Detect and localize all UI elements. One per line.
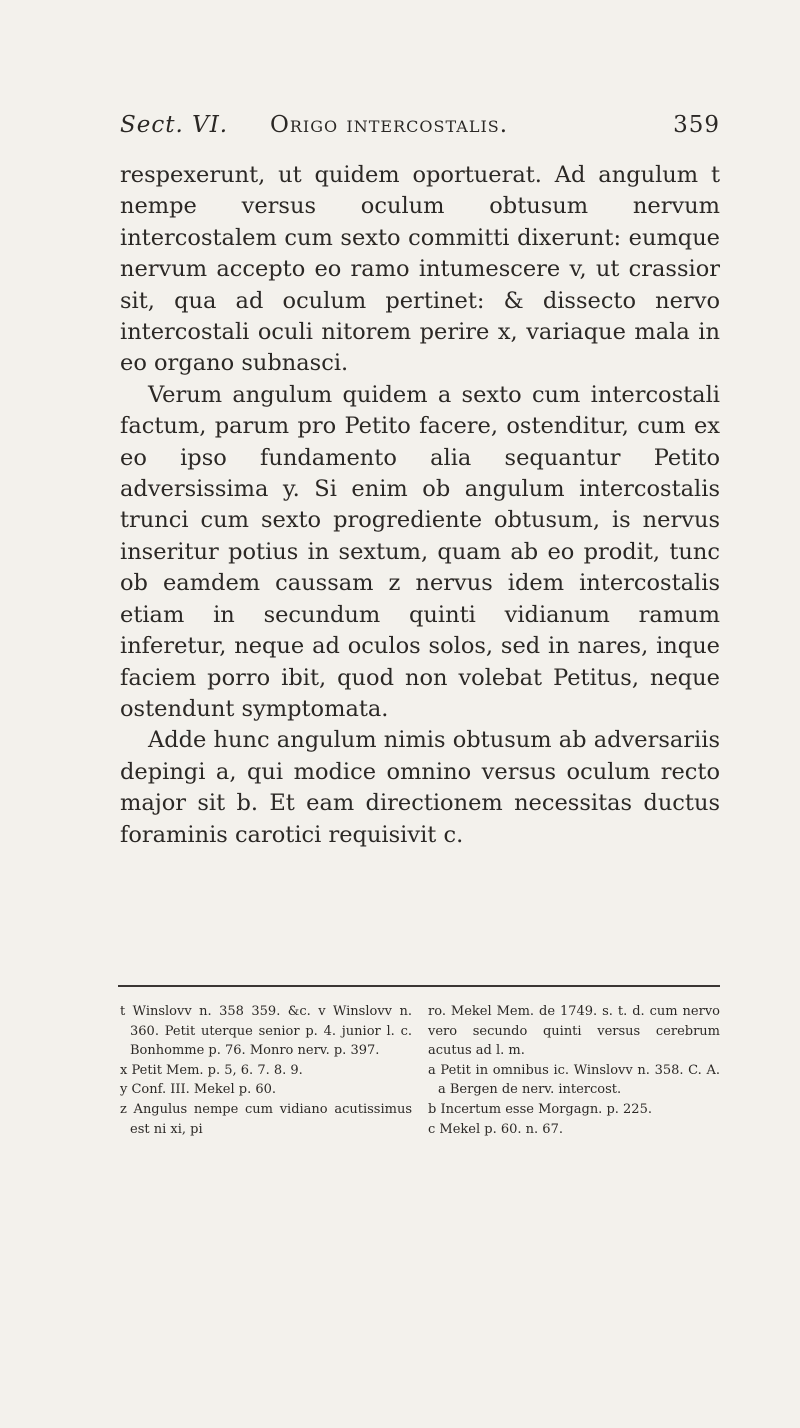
footnote: z Angulus nempe cum vidiano acutissimus est ni xi, pi (120, 1101, 412, 1137)
footnote-rule (118, 985, 720, 987)
paragraph-1: respexerunt, ut quidem oportuerat. Ad angulum t nempe versus oculum obtusum nervum intercostalem cum sexto committi dixerunt: eumque nervum accepto eo ramo intumescere v, ut crassior sit, qua ad oculum pertinet: & dissecto nervo intercostali oculi nitorem perire x, variaque mala in eo organo subnasci. (120, 162, 720, 377)
page-number: 359 (673, 112, 720, 138)
running-head (120, 112, 720, 142)
footnote: b Incertum esse Morgagn. p. 225. (428, 1101, 652, 1117)
footnote: a Petit in omnibus ic. Winslovv n. 358. C. A. a Bergen de nerv. intercost. (428, 1062, 720, 1098)
section-label: Sect. VI. (120, 112, 229, 138)
footnote: t Winslovv n. 358 359. &c. v Winslovv n. 360. Petit uterque senior p. 4. junior l. c. Bonhomme p. 76. Monro nerv. p. 397. (120, 1004, 412, 1059)
paragraph-3: Adde hunc angulum nimis obtusum ab adversariis depingi a, qui modice omnino versus oculum recto major sit b. Et eam directionem necessitas ductus foraminis carotici requisivit c. (120, 727, 720, 848)
footnote: c Mekel p. 60. n. 67. (428, 1121, 563, 1137)
main-text (120, 160, 720, 851)
paragraph-2: Verum angulum quidem a sexto cum intercostali factum, parum pro Petito facere, ostenditur, cum ex eo ipso fundamento alia sequantur Petito adversissima y. Si enim ob angulum intercostalis trunci cum sexto progrediente obtusum, is nervus inseritur potius in sextum, quam ab eo prodit, tunc ob eamdem caussam z nervus idem intercostalis etiam in secundum quinti vidianum ramum inferetur, neque ad oculos solos, sed in nares, inque faciem porro ibit, quod non volebat Petitus, neque ostendunt symptomata. (120, 381, 720, 722)
footnotes-right-column (428, 1002, 720, 1139)
footnote: y Conf. III. Mekel p. 60. (120, 1082, 277, 1098)
footnotes-left-column (120, 1002, 412, 1139)
footnote: ro. Mekel Mem. de 1749. s. t. d. cum nervo vero secundo quinti versus cerebrum acutus ad l. m. (428, 1004, 720, 1059)
footnote: x Petit Mem. p. 5, 6. 7. 8. 9. (120, 1062, 303, 1078)
running-title: Origo intercostalis. (270, 112, 509, 138)
